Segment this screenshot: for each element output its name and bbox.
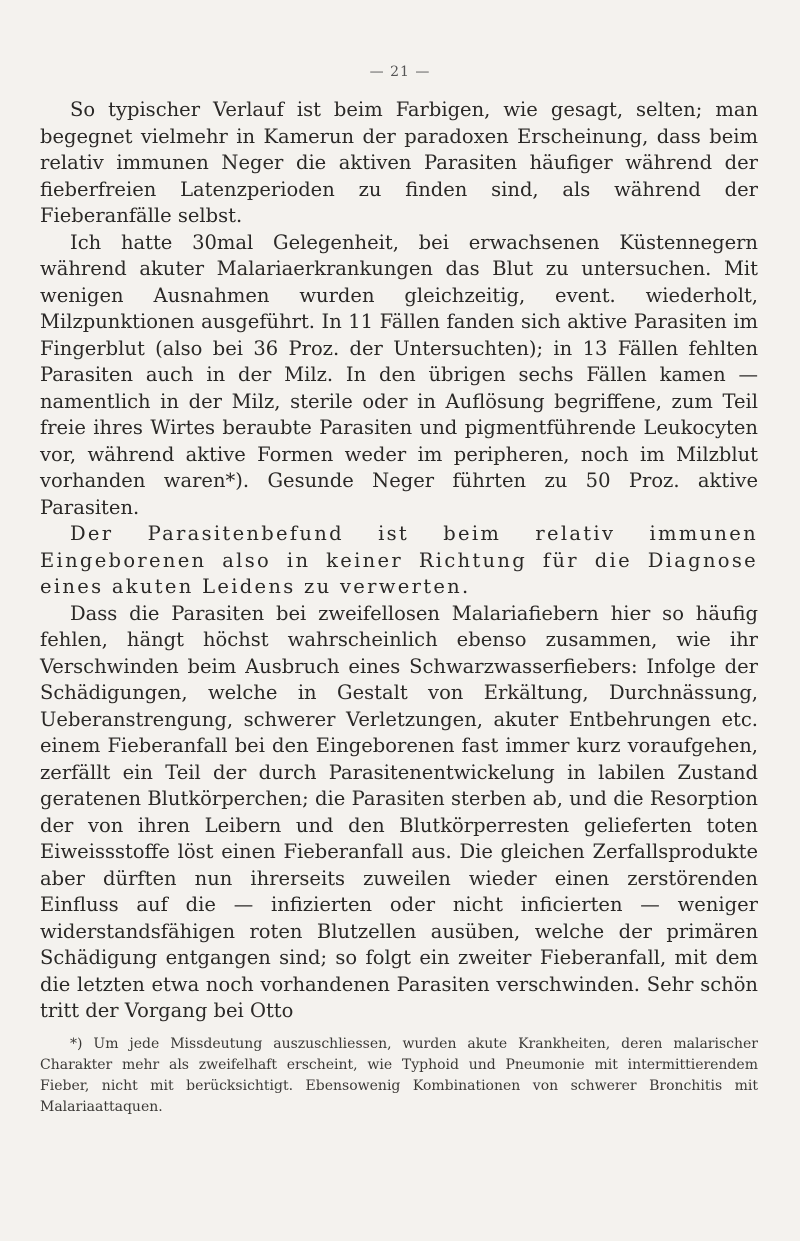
footnote-divider bbox=[340, 1025, 440, 1026]
body-text bbox=[40, 97, 758, 1025]
paragraph-2: Ich hatte 30mal Gelegenheit, bei erwachsenen Küstennegern während akuter Malariaerkrankungen das Blut zu untersuchen. Mit wenigen Ausnahmen wurden gleichzeitig, event. wiederholt, Milzpunktionen ausgeführt. In 11 Fällen fanden sich aktive Parasiten im Fingerblut (also bei 36 Proz. der Untersuchten); in 13 Fällen fehlten Parasiten auch in der Milz. In den übrigen sechs Fällen kamen — namentlich in der Milz, sterile oder in Auflösung begriffene, zum Teil freie ihres Wirtes beraubte Parasiten und pigmentführende Leukocyten vor, während aktive Formen weder im peripheren, noch im Milzblut vorhanden waren*). Gesunde Neger führten zu 50 Proz. aktive Parasiten. bbox=[40, 230, 758, 519]
page-number: — 21 — bbox=[369, 64, 431, 80]
footnote-text: *) Um jede Missdeutung auszuschliessen, wurden akute Krankheiten, deren malarischer Charakter mehr als zweifelhaft erscheint, wie Typhoid und Pneumonie mit intermittierendem Fieber, nicht mit berücksichtigt. Ebensowenig Kombinationen von schwerer Bronchitis mit Malariaattaquen. bbox=[40, 1036, 758, 1115]
paragraph-3-emphasis: Der Parasitenbefund ist beim relativ immunen Eingeborenen also in keiner Richtung für die Diagnose eines akuten Leidens zu verwerten. bbox=[40, 522, 758, 598]
paragraph-1: So typischer Verlauf ist beim Farbigen, wie gesagt, selten; man begegnet vielmehr in Kamerun der paradoxen Erscheinung, dass beim relativ immunen Neger die aktiven Parasiten häufiger während der fieberfreien Latenzperioden zu finden sind, als während der Fieberanfälle selbst. bbox=[40, 98, 758, 227]
footnote bbox=[40, 1034, 758, 1118]
paragraph-4: Dass die Parasiten bei zweifellosen Malariafiebern hier so häufig fehlen, hängt höchst wahrscheinlich ebenso zusammen, wie ihr Verschwinden beim Ausbruch eines Schwarzwasserfiebers: Infolge der Schädigungen, welche in Gestalt von Erkältung, Durchnässung, Ueberanstrengung, schwerer Verletzungen, akuter Entbehrungen etc. einem Fieberanfall bei den Eingeborenen fast immer kurz voraufgehen, zerfällt ein Teil der durch Parasitenentwickelung in labilen Zustand geratenen Blutkörperchen; die Parasiten sterben ab, und die Resorption der von ihren Leibern und den Blutkörperresten gelieferten toten Eiweissstoffe löst einen Fieberanfall aus. Die gleichen Zerfallsprodukte aber dürften nun ihrerseits zuweilen wieder einen zerstörenden Einfluss auf die — infizierten oder nicht inficierten — weniger widerstandsfähigen roten Blutzellen ausüben, welche der primären Schädigung entgangen sind; so folgt ein zweiter Fieberanfall, mit dem die letzten etwa noch vorhandenen Parasiten verschwinden. Sehr schön tritt der Vorgang bei Otto bbox=[40, 601, 758, 1022]
